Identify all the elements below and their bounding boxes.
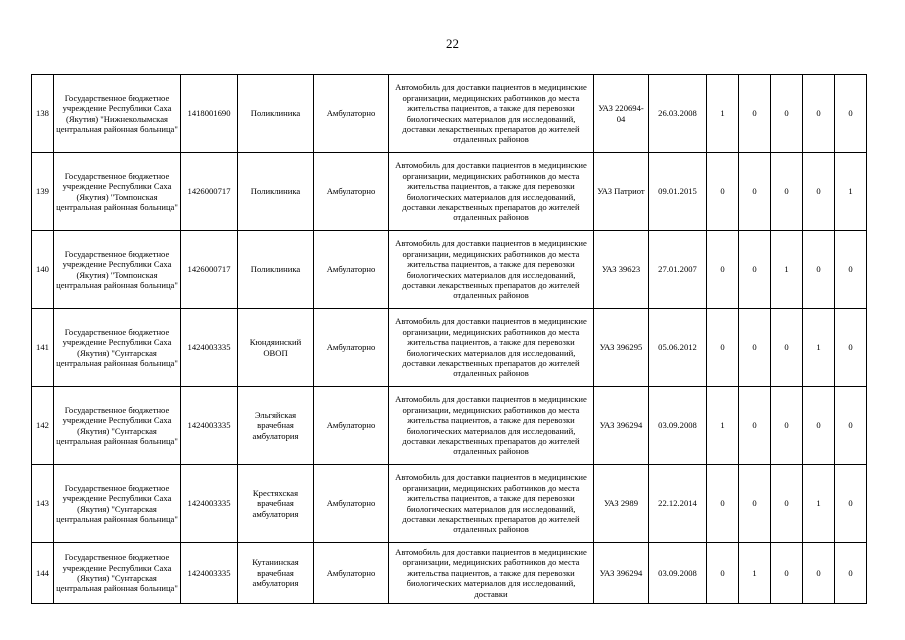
vehicle-model-text: УАЗ 396294 [599, 567, 643, 578]
vehicle-purpose [389, 153, 594, 231]
count-col-5 [835, 543, 867, 604]
count-col-3-text: 0 [784, 108, 789, 119]
count-col-5-text: 0 [848, 342, 853, 353]
count-col-1 [707, 75, 739, 153]
count-col-4 [803, 543, 835, 604]
row-number [32, 465, 54, 543]
division-name-text: Эльгяйская врачебная амбулатория [252, 409, 299, 441]
count-col-1 [707, 465, 739, 543]
row-number [32, 387, 54, 465]
count-col-1-text: 0 [720, 567, 725, 578]
registration-date [649, 465, 707, 543]
count-col-2-text: 0 [752, 264, 757, 275]
count-col-2-text: 1 [752, 567, 757, 578]
table-row [32, 231, 867, 309]
care-type [314, 153, 389, 231]
count-col-2-text: 0 [752, 186, 757, 197]
organization-name-text: Государственное бюджетное учреждение Республики Саха (Якутия) "Томпонская центральная районная больница" [56, 170, 178, 212]
organization-name-text: Государственное бюджетное учреждение Республики Саха (Якутия) "Сунтарская центральная районная больница" [56, 404, 178, 446]
vehicle-model [594, 387, 649, 465]
vehicle-purpose-text: Автомобиль для доставки пациентов в медицинские организации, медицинских работников до места жительства пациентов, а также для перевозки биологических материалов для исследований, доставки лекарственных препаратов до жителей отдаленных районов [395, 394, 587, 457]
count-col-5-text: 0 [848, 420, 853, 431]
row-number-text: 142 [36, 420, 49, 431]
vehicle-purpose-text: Автомобиль для доставки пациентов в медицинские организации, медицинских работников до места жительства пациентов, а также для перевозки биологических материалов для исследований, доставки лекарственных препаратов до жителей отдаленных районов [395, 316, 587, 379]
vehicle-purpose-text: Автомобиль для доставки пациентов в медицинские организации, медицинских работников до места жительства пациентов, а также для перевозки биологических материалов для исследований, доставки [395, 546, 587, 599]
registration-date [649, 387, 707, 465]
organization-name [54, 387, 181, 465]
row-number [32, 543, 54, 604]
division-name [238, 387, 314, 465]
registration-date-text: 05.06.2012 [658, 342, 697, 353]
vehicle-model-text: УАЗ 2989 [603, 498, 639, 509]
count-col-5-text: 0 [848, 108, 853, 119]
count-col-4 [803, 309, 835, 387]
inn-code [181, 309, 238, 387]
inn-code-text: 1418001690 [187, 108, 231, 119]
organization-name [54, 309, 181, 387]
vehicle-model-text: УАЗ 396294 [599, 420, 643, 431]
count-col-4-text: 1 [816, 498, 821, 509]
count-col-4 [803, 75, 835, 153]
vehicle-model [594, 153, 649, 231]
table-row [32, 387, 867, 465]
count-col-1-text: 1 [720, 420, 725, 431]
count-col-3 [771, 387, 803, 465]
row-number-text: 141 [36, 342, 49, 353]
care-type-text: Амбулаторно [326, 186, 376, 197]
registration-date [649, 75, 707, 153]
inn-code-text: 1424003335 [187, 342, 231, 353]
vehicle-purpose [389, 75, 594, 153]
table-row [32, 153, 867, 231]
organization-name-text: Государственное бюджетное учреждение Республики Саха (Якутия) "Сунтарская центральная районная больница" [56, 482, 178, 524]
inn-code-text: 1426000717 [187, 186, 231, 197]
division-name-text: Кюндяинский ОВОП [249, 337, 302, 358]
registration-date-text: 22.12.2014 [658, 498, 697, 509]
row-number-text: 138 [36, 108, 49, 119]
vehicle-purpose [389, 465, 594, 543]
count-col-1 [707, 231, 739, 309]
row-number-text: 139 [36, 186, 49, 197]
count-col-4-text: 0 [816, 420, 821, 431]
count-col-3 [771, 465, 803, 543]
division-name [238, 543, 314, 604]
care-type [314, 543, 389, 604]
count-col-3-text: 0 [784, 342, 789, 353]
count-col-3 [771, 543, 803, 604]
registration-date-text: 26.03.2008 [658, 108, 697, 119]
count-col-5 [835, 309, 867, 387]
count-col-4-text: 0 [816, 264, 821, 275]
row-number-text: 140 [36, 264, 49, 275]
count-col-3-text: 1 [784, 264, 789, 275]
inn-code [181, 231, 238, 309]
organization-name-text: Государственное бюджетное учреждение Республики Саха (Якутия) "Нижнеколымская центральная районная больница" [56, 92, 178, 134]
vehicle-purpose [389, 231, 594, 309]
count-col-5 [835, 153, 867, 231]
division-name [238, 153, 314, 231]
count-col-1 [707, 153, 739, 231]
row-number-text: 144 [36, 567, 49, 578]
vehicle-purpose [389, 387, 594, 465]
row-number-text: 143 [36, 498, 49, 509]
vehicle-model-text: УАЗ 220694-04 [598, 103, 644, 124]
organization-name [54, 465, 181, 543]
division-name-text: Кутанинская врачебная амбулатория [252, 557, 299, 589]
division-name-text: Поликлиника [250, 108, 301, 119]
care-type-text: Амбулаторно [326, 264, 376, 275]
care-type-text: Амбулаторно [326, 567, 376, 578]
count-col-1 [707, 309, 739, 387]
division-name [238, 75, 314, 153]
count-col-3-text: 0 [784, 498, 789, 509]
count-col-5 [835, 231, 867, 309]
organization-name [54, 75, 181, 153]
inn-code [181, 465, 238, 543]
vehicle-model [594, 543, 649, 604]
count-col-5-text: 0 [848, 264, 853, 275]
count-col-4-text: 0 [816, 108, 821, 119]
care-type-text: Амбулаторно [326, 420, 376, 431]
organization-name-text: Государственное бюджетное учреждение Республики Саха (Якутия) "Сунтарская центральная районная больница" [56, 552, 178, 594]
inn-code-text: 1426000717 [187, 264, 231, 275]
row-number [32, 231, 54, 309]
vehicle-model [594, 75, 649, 153]
count-col-1 [707, 543, 739, 604]
inn-code-text: 1424003335 [187, 567, 231, 578]
vehicle-model-text: УАЗ 396295 [599, 342, 643, 353]
count-col-5-text: 1 [848, 186, 853, 197]
division-name-text: Крестяхская врачебная амбулатория [252, 487, 299, 519]
count-col-5 [835, 465, 867, 543]
count-col-3 [771, 75, 803, 153]
count-col-4 [803, 231, 835, 309]
count-col-5 [835, 75, 867, 153]
registration-date [649, 231, 707, 309]
organization-name-text: Государственное бюджетное учреждение Республики Саха (Якутия) "Томпонская центральная районная больница" [56, 248, 178, 290]
count-col-5-text: 0 [848, 498, 853, 509]
care-type [314, 231, 389, 309]
count-col-4-text: 0 [816, 186, 821, 197]
count-col-3 [771, 309, 803, 387]
count-col-4-text: 1 [816, 342, 821, 353]
division-name [238, 309, 314, 387]
care-type-text: Амбулаторно [326, 342, 376, 353]
table-row [32, 309, 867, 387]
row-number [32, 153, 54, 231]
count-col-2 [739, 543, 771, 604]
count-col-1-text: 0 [720, 264, 725, 275]
care-type [314, 465, 389, 543]
inn-code [181, 153, 238, 231]
vehicle-purpose [389, 309, 594, 387]
table-row [32, 543, 867, 604]
count-col-2 [739, 231, 771, 309]
count-col-2 [739, 75, 771, 153]
organization-name-text: Государственное бюджетное учреждение Республики Саха (Якутия) "Сунтарская центральная районная больница" [56, 326, 178, 368]
count-col-5 [835, 387, 867, 465]
count-col-2-text: 0 [752, 108, 757, 119]
care-type-text: Амбулаторно [326, 498, 376, 509]
count-col-5-text: 0 [848, 567, 853, 578]
inn-code-text: 1424003335 [187, 498, 231, 509]
division-name-text: Поликлиника [250, 186, 301, 197]
vehicle-model-text: УАЗ Патриот [597, 186, 645, 197]
count-col-2 [739, 309, 771, 387]
count-col-2-text: 0 [752, 342, 757, 353]
division-name [238, 231, 314, 309]
vehicle-model [594, 465, 649, 543]
registration-date [649, 543, 707, 604]
vehicle-model-text: УАЗ 39623 [601, 264, 641, 275]
registration-date-text: 03.09.2008 [658, 567, 697, 578]
vehicle-purpose [389, 543, 594, 604]
vehicle-purpose-text: Автомобиль для доставки пациентов в медицинские организации, медицинских работников до места жительства пациентов, а также для перевозки биологических материалов для исследований, доставки лекарственных препаратов до жителей отдаленных районов [395, 82, 587, 145]
count-col-3 [771, 153, 803, 231]
registration-date-text: 27.01.2007 [658, 264, 697, 275]
vehicle-model [594, 231, 649, 309]
count-col-4 [803, 465, 835, 543]
inn-code [181, 387, 238, 465]
count-col-3 [771, 231, 803, 309]
vehicle-purpose-text: Автомобиль для доставки пациентов в медицинские организации, медицинских работников до места жительства пациентов, а также для перевозки биологических материалов для исследований, доставки лекарственных препаратов до жителей отдаленных районов [395, 238, 587, 301]
inn-code [181, 543, 238, 604]
vehicle-model [594, 309, 649, 387]
registration-date-text: 03.09.2008 [658, 420, 697, 431]
registration-date [649, 153, 707, 231]
row-number [32, 75, 54, 153]
count-col-1-text: 1 [720, 108, 725, 119]
vehicle-purpose-text: Автомобиль для доставки пациентов в медицинские организации, медицинских работников до места жительства пациентов, а также для перевозки биологических материалов для исследований, доставки лекарственных препаратов до жителей отдаленных районов [395, 160, 587, 223]
organization-name [54, 231, 181, 309]
count-col-2 [739, 465, 771, 543]
care-type [314, 309, 389, 387]
vehicle-table [31, 74, 867, 604]
table-row [32, 465, 867, 543]
inn-code-text: 1424003335 [187, 420, 231, 431]
count-col-1 [707, 387, 739, 465]
count-col-1-text: 0 [720, 186, 725, 197]
count-col-3-text: 0 [784, 186, 789, 197]
count-col-2 [739, 387, 771, 465]
registration-date [649, 309, 707, 387]
division-name-text: Поликлиника [250, 264, 301, 275]
count-col-4 [803, 387, 835, 465]
division-name [238, 465, 314, 543]
table-body [32, 75, 867, 604]
organization-name [54, 543, 181, 604]
care-type [314, 387, 389, 465]
count-col-2-text: 0 [752, 498, 757, 509]
count-col-2 [739, 153, 771, 231]
count-col-3-text: 0 [784, 567, 789, 578]
count-col-1-text: 0 [720, 498, 725, 509]
count-col-1-text: 0 [720, 342, 725, 353]
inn-code [181, 75, 238, 153]
count-col-2-text: 0 [752, 420, 757, 431]
count-col-3-text: 0 [784, 420, 789, 431]
table-row [32, 75, 867, 153]
count-col-4 [803, 153, 835, 231]
care-type [314, 75, 389, 153]
care-type-text: Амбулаторно [326, 108, 376, 119]
page-number: 22 [446, 36, 459, 51]
row-number [32, 309, 54, 387]
vehicle-purpose-text: Автомобиль для доставки пациентов в медицинские организации, медицинских работников до места жительства пациентов, а также для перевозки биологических материалов для исследований, доставки лекарственных препаратов до жителей отдаленных районов [395, 472, 587, 535]
count-col-4-text: 0 [816, 567, 821, 578]
organization-name [54, 153, 181, 231]
registration-date-text: 09.01.2015 [658, 186, 697, 197]
